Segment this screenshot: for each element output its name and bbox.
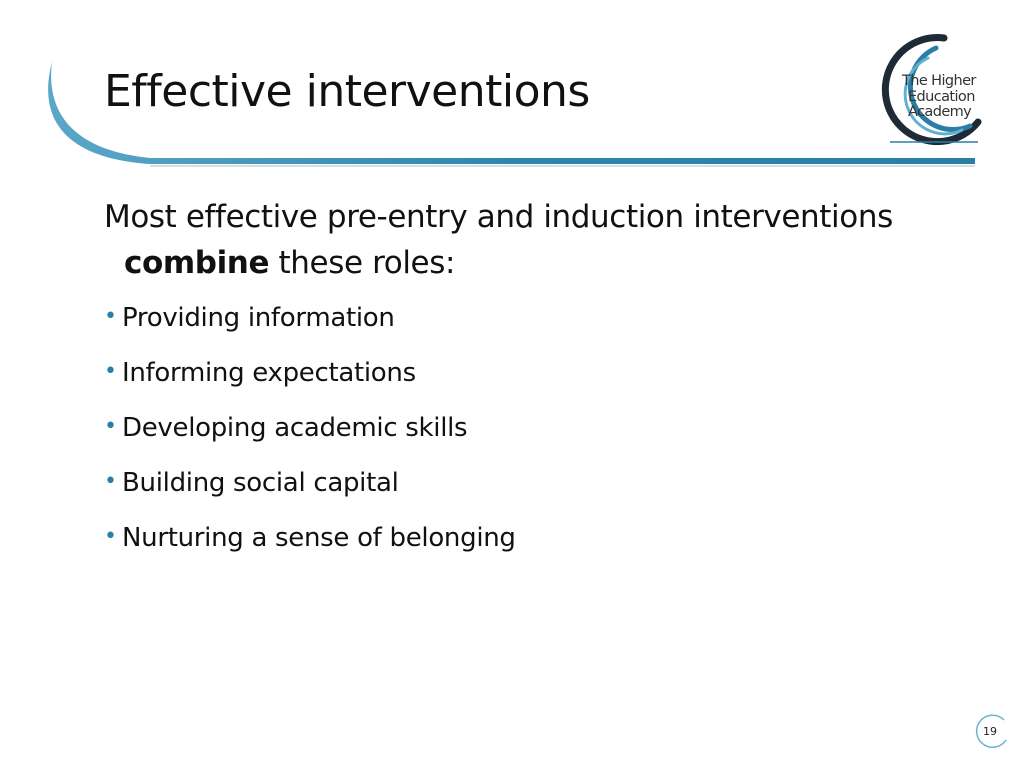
bullet-text: Nurturing a sense of belonging xyxy=(122,523,516,553)
bullet-dot-icon: • xyxy=(104,524,117,549)
list-item xyxy=(104,358,516,413)
list-item xyxy=(104,523,516,578)
bullet-text: Providing information xyxy=(122,303,395,333)
logo-line-1: The Higher xyxy=(902,73,976,89)
intro-line-2-rest: these roles: xyxy=(269,245,456,281)
list-item xyxy=(104,413,516,468)
slide-title: Effective interventions xyxy=(104,66,590,117)
bullet-text: Informing expectations xyxy=(122,358,416,388)
bullet-dot-icon: • xyxy=(104,469,117,494)
intro-line-2 xyxy=(104,240,984,286)
hea-logo-wordmark xyxy=(902,74,976,121)
bullet-dot-icon: • xyxy=(104,304,117,329)
logo-line-2: Education xyxy=(908,88,975,105)
bullet-dot-icon: • xyxy=(104,359,117,384)
page-number: 19 xyxy=(983,725,997,738)
list-item xyxy=(104,303,516,358)
logo-line-3: Academy xyxy=(908,104,972,120)
page-number-badge xyxy=(970,712,1010,752)
bullet-text: Developing academic skills xyxy=(122,413,468,443)
intro-emphasis: combine xyxy=(124,245,270,281)
bullet-list xyxy=(104,303,516,578)
intro-line-1: Most effective pre-entry and induction interventions xyxy=(104,199,893,235)
bullet-dot-icon: • xyxy=(104,414,117,439)
hea-logo xyxy=(866,30,984,148)
bullet-text: Building social capital xyxy=(122,468,399,498)
list-item xyxy=(104,468,516,523)
intro-paragraph xyxy=(104,194,984,286)
